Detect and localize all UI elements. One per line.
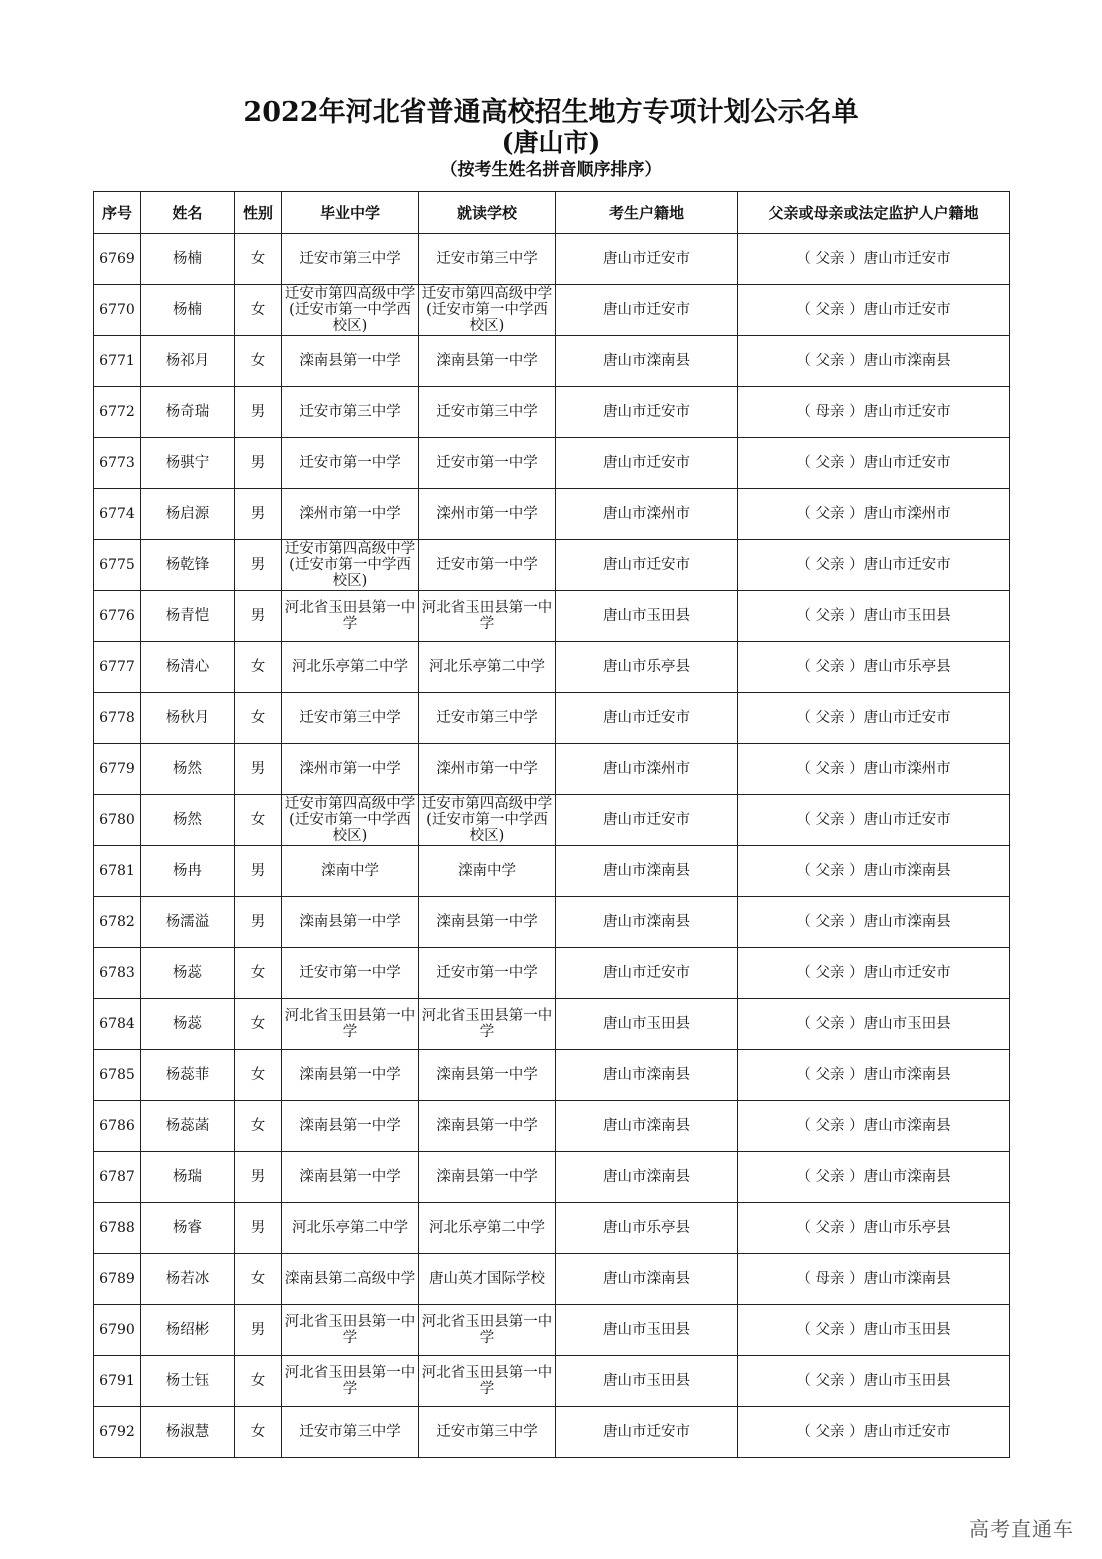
gender-cell: 女	[235, 1101, 282, 1152]
current-school-cell: 迁安市第一中学	[419, 540, 556, 591]
hukou-cell: 唐山市滦州市	[556, 744, 738, 795]
seq-cell: 6783	[94, 948, 141, 999]
name-cell: 杨睿	[141, 1203, 235, 1254]
grad-school-cell: 河北乐亭第二中学	[282, 1203, 419, 1254]
seq-cell: 6786	[94, 1101, 141, 1152]
guardian-hukou-cell: （ 父亲 ）唐山市滦南县	[738, 897, 1010, 948]
hukou-cell: 唐山市迁安市	[556, 948, 738, 999]
gender-cell: 女	[235, 795, 282, 846]
current-school-cell: 河北乐亭第二中学	[419, 1203, 556, 1254]
hukou-cell: 唐山市滦南县	[556, 1254, 738, 1305]
gender-cell: 男	[235, 591, 282, 642]
grad-school-cell: 河北省玉田县第一中学	[282, 591, 419, 642]
name-cell: 杨楠	[141, 234, 235, 285]
table-row	[94, 540, 1010, 591]
seq-cell: 6771	[94, 336, 141, 387]
applicant-table	[93, 191, 1010, 1458]
current-school-cell: 滦南县第一中学	[419, 1101, 556, 1152]
gender-cell: 男	[235, 1203, 282, 1254]
hukou-cell: 唐山市玉田县	[556, 1356, 738, 1407]
guardian-hukou-cell: （ 父亲 ）唐山市迁安市	[738, 693, 1010, 744]
gender-cell: 男	[235, 489, 282, 540]
gender-cell: 男	[235, 744, 282, 795]
table-row	[94, 234, 1010, 285]
gender-cell: 女	[235, 693, 282, 744]
name-cell: 杨奇瑞	[141, 387, 235, 438]
name-cell: 杨若冰	[141, 1254, 235, 1305]
header-col-hukou: 考生户籍地	[556, 192, 738, 234]
hukou-cell: 唐山市迁安市	[556, 285, 738, 336]
current-school-cell: 滦南县第一中学	[419, 1050, 556, 1101]
hukou-cell: 唐山市滦南县	[556, 897, 738, 948]
grad-school-cell: 河北省玉田县第一中学	[282, 999, 419, 1050]
guardian-hukou-cell: （ 父亲 ）唐山市迁安市	[738, 1407, 1010, 1458]
header-col-name: 姓名	[141, 192, 235, 234]
seq-cell: 6784	[94, 999, 141, 1050]
seq-cell: 6790	[94, 1305, 141, 1356]
hukou-cell: 唐山市滦南县	[556, 1152, 738, 1203]
hukou-cell: 唐山市乐亭县	[556, 642, 738, 693]
grad-school-cell: 迁安市第四高级中学(迁安市第一中学西校区)	[282, 285, 419, 336]
name-cell: 杨瑞	[141, 1152, 235, 1203]
table-row	[94, 1254, 1010, 1305]
guardian-hukou-cell: （ 父亲 ）唐山市玉田县	[738, 999, 1010, 1050]
name-cell: 杨蕊	[141, 999, 235, 1050]
gender-cell: 女	[235, 1407, 282, 1458]
current-school-cell: 滦南中学	[419, 846, 556, 897]
current-school-cell: 迁安市第三中学	[419, 693, 556, 744]
guardian-hukou-cell: （ 父亲 ）唐山市滦州市	[738, 744, 1010, 795]
hukou-cell: 唐山市滦州市	[556, 489, 738, 540]
current-school-cell: 滦南县第一中学	[419, 336, 556, 387]
gender-cell: 女	[235, 999, 282, 1050]
guardian-hukou-cell: （ 父亲 ）唐山市玉田县	[738, 591, 1010, 642]
guardian-hukou-cell: （ 父亲 ）唐山市迁安市	[738, 540, 1010, 591]
table-row	[94, 1356, 1010, 1407]
table-row	[94, 336, 1010, 387]
name-cell: 杨士钰	[141, 1356, 235, 1407]
table-row	[94, 999, 1010, 1050]
name-cell: 杨祁月	[141, 336, 235, 387]
guardian-hukou-cell: （ 父亲 ）唐山市滦南县	[738, 1152, 1010, 1203]
current-school-cell: 迁安市第三中学	[419, 234, 556, 285]
gender-cell: 男	[235, 540, 282, 591]
name-cell: 杨楠	[141, 285, 235, 336]
header-col-guardian-hukou: 父亲或母亲或法定监护人户籍地	[738, 192, 1010, 234]
seq-cell: 6779	[94, 744, 141, 795]
gender-cell: 女	[235, 1050, 282, 1101]
table-row	[94, 1050, 1010, 1101]
hukou-cell: 唐山市迁安市	[556, 795, 738, 846]
current-school-cell: 迁安市第一中学	[419, 438, 556, 489]
guardian-hukou-cell: （ 父亲 ）唐山市迁安市	[738, 948, 1010, 999]
gender-cell: 女	[235, 336, 282, 387]
grad-school-cell: 滦南中学	[282, 846, 419, 897]
seq-cell: 6781	[94, 846, 141, 897]
guardian-hukou-cell: （ 父亲 ）唐山市迁安市	[738, 795, 1010, 846]
current-school-cell: 河北省玉田县第一中学	[419, 999, 556, 1050]
gender-cell: 女	[235, 1356, 282, 1407]
current-school-cell: 迁安市第四高级中学(迁安市第一中学西校区)	[419, 795, 556, 846]
hukou-cell: 唐山市滦南县	[556, 1101, 738, 1152]
seq-cell: 6792	[94, 1407, 141, 1458]
current-school-cell: 河北省玉田县第一中学	[419, 591, 556, 642]
seq-cell: 6774	[94, 489, 141, 540]
grad-school-cell: 滦州市第一中学	[282, 489, 419, 540]
name-cell: 杨启源	[141, 489, 235, 540]
grad-school-cell: 迁安市第三中学	[282, 1407, 419, 1458]
grad-school-cell: 滦南县第一中学	[282, 1152, 419, 1203]
name-cell: 杨冉	[141, 846, 235, 897]
grad-school-cell: 迁安市第四高级中学(迁安市第一中学西校区)	[282, 795, 419, 846]
current-school-cell: 河北省玉田县第一中学	[419, 1305, 556, 1356]
grad-school-cell: 迁安市第三中学	[282, 387, 419, 438]
gender-cell: 男	[235, 438, 282, 489]
current-school-cell: 迁安市第一中学	[419, 948, 556, 999]
table-row	[94, 285, 1010, 336]
seq-cell: 6778	[94, 693, 141, 744]
table-row	[94, 897, 1010, 948]
hukou-cell: 唐山市玉田县	[556, 591, 738, 642]
grad-school-cell: 河北省玉田县第一中学	[282, 1305, 419, 1356]
grad-school-cell: 迁安市第三中学	[282, 693, 419, 744]
seq-cell: 6777	[94, 642, 141, 693]
current-school-cell: 滦州市第一中学	[419, 489, 556, 540]
grad-school-cell: 滦南县第一中学	[282, 1101, 419, 1152]
grad-school-cell: 河北省玉田县第一中学	[282, 1356, 419, 1407]
table-row	[94, 1152, 1010, 1203]
guardian-hukou-cell: （ 父亲 ）唐山市滦南县	[738, 846, 1010, 897]
current-school-cell: 河北乐亭第二中学	[419, 642, 556, 693]
guardian-hukou-cell: （ 母亲 ）唐山市滦南县	[738, 1254, 1010, 1305]
page-subtitle-city: (唐山市)	[501, 128, 601, 157]
header-col-current-school: 就读学校	[419, 192, 556, 234]
gender-cell: 男	[235, 897, 282, 948]
name-cell: 杨濡溢	[141, 897, 235, 948]
table-row	[94, 1203, 1010, 1254]
guardian-hukou-cell: （ 父亲 ）唐山市迁安市	[738, 234, 1010, 285]
name-cell: 杨骐宁	[141, 438, 235, 489]
table-row	[94, 642, 1010, 693]
hukou-cell: 唐山市迁安市	[556, 540, 738, 591]
grad-school-cell: 迁安市第一中学	[282, 948, 419, 999]
table-row	[94, 795, 1010, 846]
seq-cell: 6780	[94, 795, 141, 846]
name-cell: 杨然	[141, 795, 235, 846]
table-row	[94, 591, 1010, 642]
hukou-cell: 唐山市迁安市	[556, 234, 738, 285]
gender-cell: 女	[235, 948, 282, 999]
page-title: 2022年河北省普通高校招生地方专项计划公示名单	[243, 97, 859, 128]
name-cell: 杨蕊	[141, 948, 235, 999]
guardian-hukou-cell: （ 父亲 ）唐山市迁安市	[738, 438, 1010, 489]
guardian-hukou-cell: （ 父亲 ）唐山市滦南县	[738, 1101, 1010, 1152]
hukou-cell: 唐山市滦南县	[556, 846, 738, 897]
seq-cell: 6787	[94, 1152, 141, 1203]
hukou-cell: 唐山市滦南县	[556, 336, 738, 387]
table-row	[94, 489, 1010, 540]
gender-cell: 男	[235, 846, 282, 897]
hukou-cell: 唐山市迁安市	[556, 1407, 738, 1458]
seq-cell: 6775	[94, 540, 141, 591]
seq-cell: 6789	[94, 1254, 141, 1305]
name-cell: 杨乾锋	[141, 540, 235, 591]
grad-school-cell: 河北乐亭第二中学	[282, 642, 419, 693]
header-col-gender: 性别	[235, 192, 282, 234]
grad-school-cell: 滦南县第一中学	[282, 336, 419, 387]
name-cell: 杨蕊菲	[141, 1050, 235, 1101]
name-cell: 杨秋月	[141, 693, 235, 744]
seq-cell: 6776	[94, 591, 141, 642]
hukou-cell: 唐山市玉田县	[556, 1305, 738, 1356]
table-row	[94, 1407, 1010, 1458]
guardian-hukou-cell: （ 父亲 ）唐山市乐亭县	[738, 642, 1010, 693]
name-cell: 杨绍彬	[141, 1305, 235, 1356]
table-row	[94, 1305, 1010, 1356]
name-cell: 杨青恺	[141, 591, 235, 642]
current-school-cell: 滦南县第一中学	[419, 897, 556, 948]
current-school-cell: 迁安市第四高级中学(迁安市第一中学西校区)	[419, 285, 556, 336]
name-cell: 杨然	[141, 744, 235, 795]
grad-school-cell: 滦南县第一中学	[282, 1050, 419, 1101]
hukou-cell: 唐山市迁安市	[556, 387, 738, 438]
seq-cell: 6788	[94, 1203, 141, 1254]
guardian-hukou-cell: （ 父亲 ）唐山市滦南县	[738, 1050, 1010, 1101]
seq-cell: 6791	[94, 1356, 141, 1407]
current-school-cell: 河北省玉田县第一中学	[419, 1356, 556, 1407]
grad-school-cell: 滦南县第一中学	[282, 897, 419, 948]
seq-cell: 6782	[94, 897, 141, 948]
header-col-seq: 序号	[94, 192, 141, 234]
current-school-cell: 迁安市第三中学	[419, 1407, 556, 1458]
table-row	[94, 846, 1010, 897]
guardian-hukou-cell: （ 父亲 ）唐山市乐亭县	[738, 1203, 1010, 1254]
hukou-cell: 唐山市滦南县	[556, 1050, 738, 1101]
guardian-hukou-cell: （ 父亲 ）唐山市玉田县	[738, 1356, 1010, 1407]
name-cell: 杨淑慧	[141, 1407, 235, 1458]
hukou-cell: 唐山市迁安市	[556, 693, 738, 744]
grad-school-cell: 迁安市第一中学	[282, 438, 419, 489]
table-row	[94, 693, 1010, 744]
grad-school-cell: 迁安市第四高级中学(迁安市第一中学西校区)	[282, 540, 419, 591]
gender-cell: 男	[235, 387, 282, 438]
seq-cell: 6785	[94, 1050, 141, 1101]
gender-cell: 女	[235, 642, 282, 693]
seq-cell: 6773	[94, 438, 141, 489]
guardian-hukou-cell: （ 父亲 ）唐山市迁安市	[738, 285, 1010, 336]
hukou-cell: 唐山市玉田县	[556, 999, 738, 1050]
grad-school-cell: 滦南县第二高级中学	[282, 1254, 419, 1305]
seq-cell: 6770	[94, 285, 141, 336]
grad-school-cell: 迁安市第三中学	[282, 234, 419, 285]
seq-cell: 6769	[94, 234, 141, 285]
hukou-cell: 唐山市乐亭县	[556, 1203, 738, 1254]
header-col-grad-school: 毕业中学	[282, 192, 419, 234]
seq-cell: 6772	[94, 387, 141, 438]
gender-cell: 女	[235, 234, 282, 285]
guardian-hukou-cell: （ 父亲 ）唐山市滦州市	[738, 489, 1010, 540]
guardian-hukou-cell: （ 父亲 ）唐山市玉田县	[738, 1305, 1010, 1356]
watermark-text: 高考直通车	[969, 1517, 1074, 1541]
gender-cell: 女	[235, 1254, 282, 1305]
table-row	[94, 1101, 1010, 1152]
current-school-cell: 滦州市第一中学	[419, 744, 556, 795]
current-school-cell: 迁安市第三中学	[419, 387, 556, 438]
table-header-row	[94, 192, 1010, 234]
gender-cell: 男	[235, 1305, 282, 1356]
name-cell: 杨清心	[141, 642, 235, 693]
grad-school-cell: 滦州市第一中学	[282, 744, 419, 795]
current-school-cell: 唐山英才国际学校	[419, 1254, 556, 1305]
hukou-cell: 唐山市迁安市	[556, 438, 738, 489]
table-row	[94, 744, 1010, 795]
page-subtitle-sort-note: （按考生姓名拼音顺序排序）	[440, 160, 662, 180]
gender-cell: 女	[235, 285, 282, 336]
table-row	[94, 438, 1010, 489]
current-school-cell: 滦南县第一中学	[419, 1152, 556, 1203]
table-row	[94, 387, 1010, 438]
gender-cell: 男	[235, 1152, 282, 1203]
guardian-hukou-cell: （ 父亲 ）唐山市滦南县	[738, 336, 1010, 387]
table-row	[94, 948, 1010, 999]
name-cell: 杨蕊菡	[141, 1101, 235, 1152]
guardian-hukou-cell: （ 母亲 ）唐山市迁安市	[738, 387, 1010, 438]
